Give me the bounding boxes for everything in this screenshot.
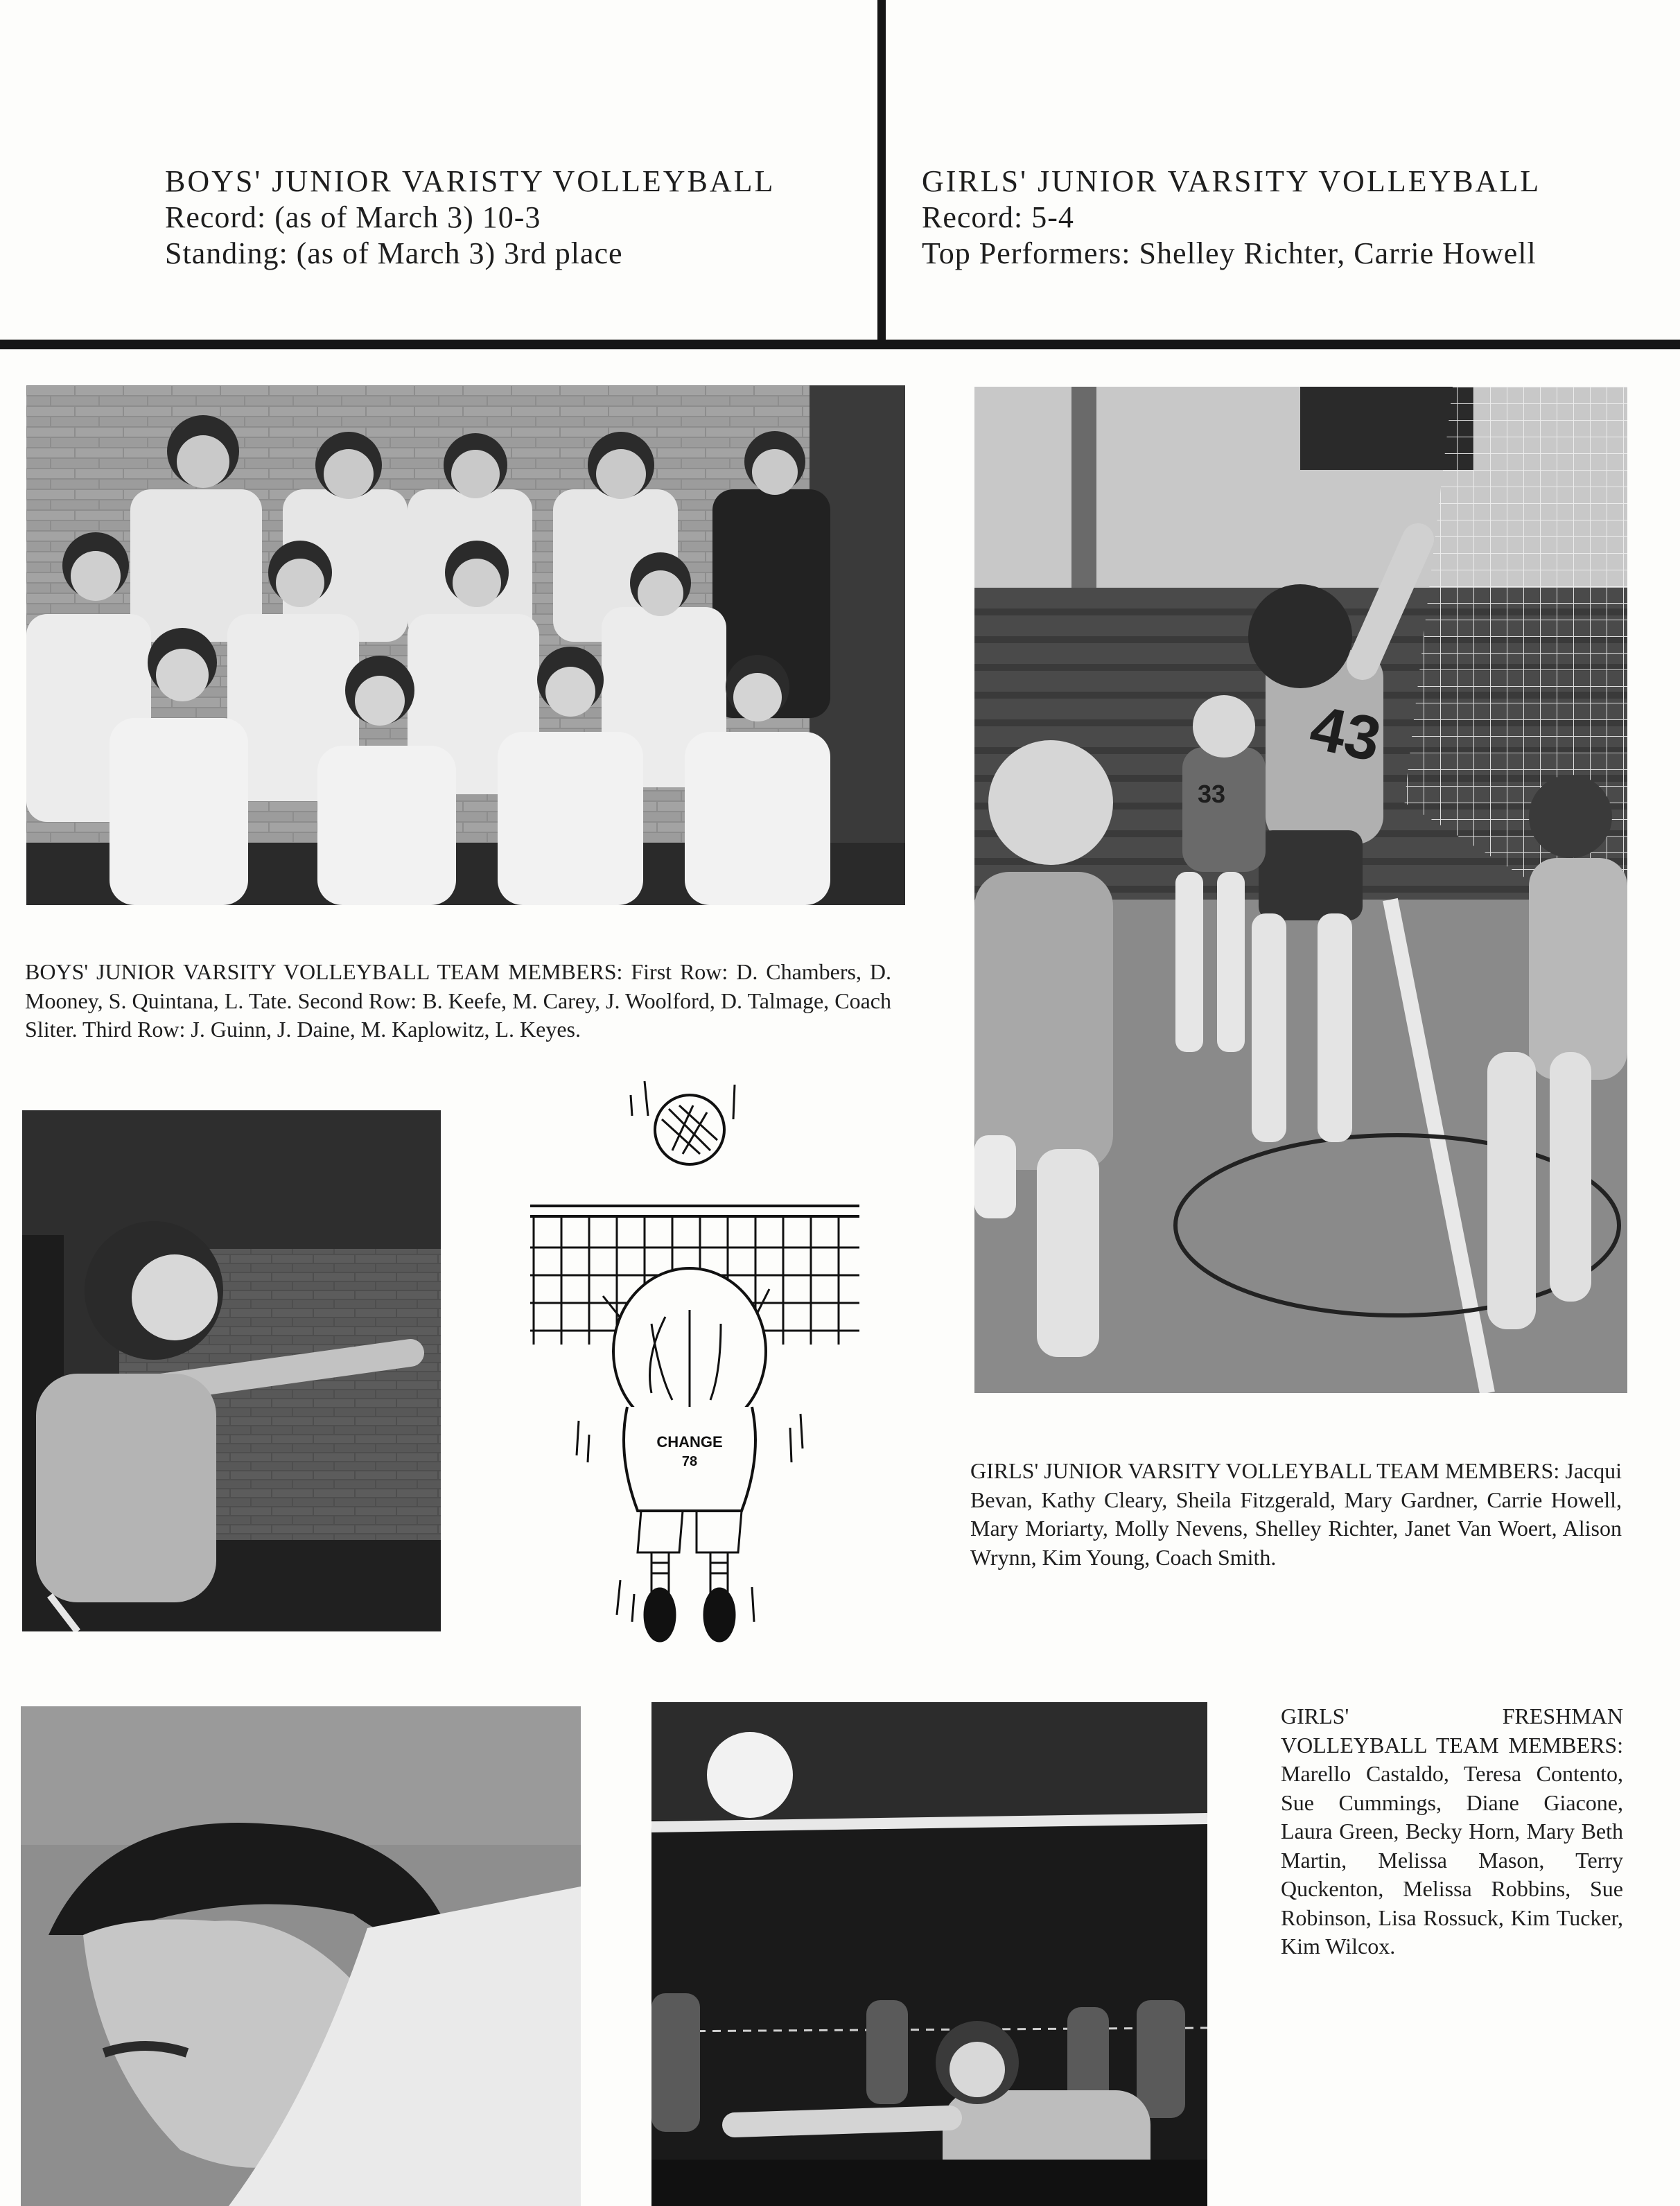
- girls-jv-top-performers: Top Performers: Shelley Richter, Carrie Howell: [922, 236, 1537, 270]
- boys-jv-stats: [165, 164, 775, 272]
- jersey-number-33: 33: [1198, 780, 1226, 808]
- girls-freshman-caption: GIRLS' FRESHMAN VOLLEYBALL TEAM MEMBERS: Marello Castaldo, Teresa Contento, Sue Cummings, Diane Giacone, Laura Green, Becky Horn, Mary Beth Martin, Melissa Mason, Terry Quckenton, Melissa Robbins, Sue Robinson, Lisa Rossuck, Kim Tucker, Kim Wilcox.: [1281, 1704, 1623, 1959]
- girls-jv-record: Record: 5-4: [922, 200, 1074, 234]
- header-divider-vertical: [877, 0, 886, 342]
- volleyball-cartoon: [513, 1067, 873, 1643]
- boys-team-photo: [26, 385, 905, 905]
- boys-jv-title: BOYS' JUNIOR VARISTY VOLLEYBALL: [165, 164, 776, 198]
- girls-jv-stats: [922, 164, 1541, 272]
- girls-jv-action-photo: [974, 387, 1627, 1393]
- boy-closeup-photo: [21, 1706, 581, 2206]
- girl-reaching-photo: [22, 1110, 441, 1631]
- girls-jv-caption: GIRLS' JUNIOR VARSITY VOLLEYBALL TEAM MEMBERS: Jacqui Bevan, Kathy Cleary, Sheila Fitzgerald, Mary Gardner, Carrie Howell, Mary Moriarty, Molly Nevens, Shelley Richter, Janet Van Woert, Alison Wrynn, Kim Young, Coach Smith.: [970, 1458, 1622, 1570]
- boys-jv-caption: BOYS' JUNIOR VARSITY VOLLEYBALL TEAM MEMBERS: First Row: D. Chambers, D. Mooney, S. Quintana, L. Tate. Second Row: B. Keefe, M. Carey, J. Woolford, D. Talmage, Coach Sliter. Third Row: J. Guinn, J. Daine, M. Kaplowitz, L. Keyes.: [25, 959, 891, 1042]
- cartoon-shirt-text-line2: 78: [681, 1454, 698, 1469]
- boys-jv-record: Record: (as of March 3) 10-3: [165, 200, 541, 234]
- cartoon-shirt-text-line1: CHANGE: [656, 1433, 723, 1451]
- jersey-number-43: 43: [1304, 692, 1387, 776]
- girl-bumping-photo: [651, 1702, 1207, 2206]
- girls-jv-title: GIRLS' JUNIOR VARSITY VOLLEYBALL: [922, 164, 1541, 198]
- header-divider-horizontal: [0, 340, 1680, 349]
- boys-jv-standing: Standing: (as of March 3) 3rd place: [165, 236, 623, 270]
